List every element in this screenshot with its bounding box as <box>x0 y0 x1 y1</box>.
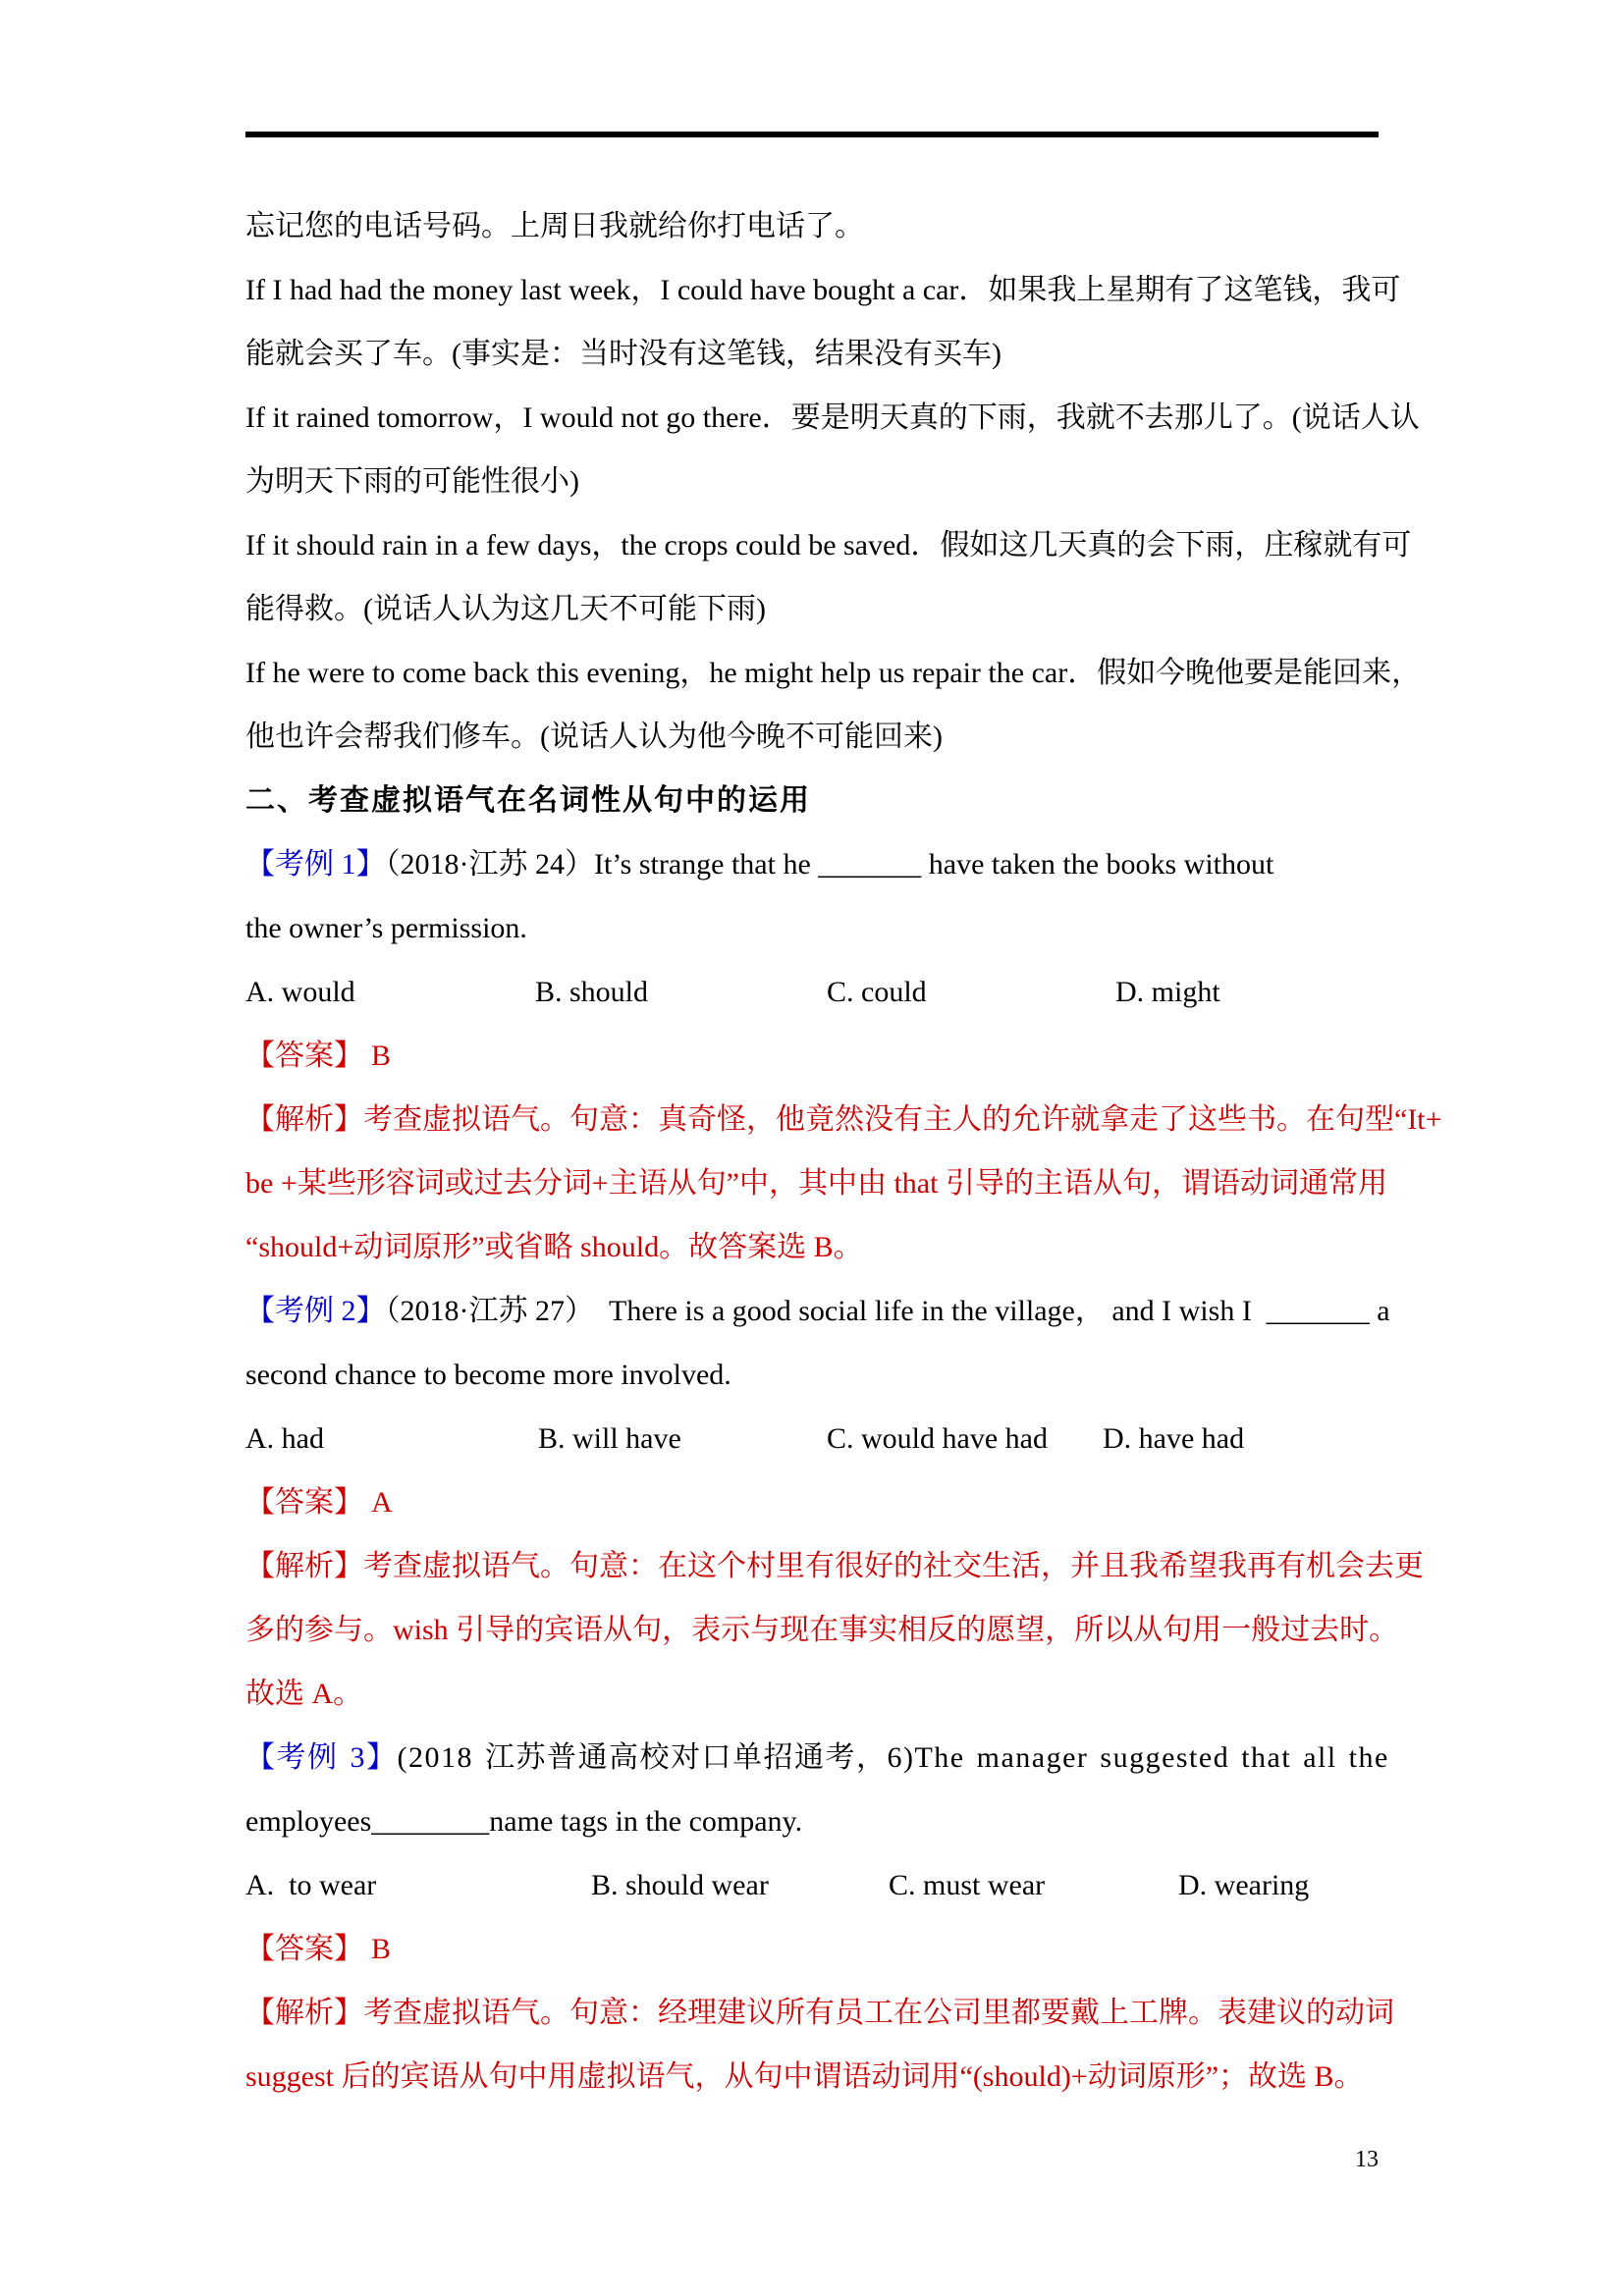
intro-line: 他也许会帮我们修车。(说话人认为他今晚不可能回来) <box>245 721 943 753</box>
example1-question-line1 <box>245 832 1380 896</box>
example2-analysis-line <box>245 1534 1424 1598</box>
example3-analysis-line: suggest 后的宾语从句中用虚拟语气，从句中谓语动词用“(should)+动词原形”；故选 B。 <box>245 2060 1364 2093</box>
intro-line: If I had had the money last week，I could have bought a car．如果我上星期有了这笔钱，我可 <box>245 274 1401 306</box>
option-a: A. would <box>245 976 355 1008</box>
example1-analysis-line <box>245 1088 1442 1151</box>
analysis-text: 考查虚拟语气。句意：经理建议所有员工在公司里都要戴上工牌。表建议的动词 <box>363 1997 1394 2029</box>
analysis-label: 【解析】 <box>245 1103 363 1136</box>
option-d: D. might <box>1115 976 1220 1008</box>
top-rule <box>245 132 1379 137</box>
option-a: A. had <box>245 1422 324 1455</box>
example1-analysis-line: “should+动词原形”或省略 should。故答案选 B。 <box>245 1231 863 1263</box>
option-b: B. will have <box>538 1422 681 1455</box>
example3-answer-line <box>245 1917 1380 1981</box>
answer-value: A <box>371 1486 393 1519</box>
intro-line: 能就会买了车。(事实是：当时没有这笔钱，结果没有买车) <box>245 338 1001 370</box>
intro-line: 能得救。(说话人认为这几天不可能下雨) <box>245 593 766 625</box>
intro-line: 忘记您的电话号码。上周日我就给你打电话了。 <box>245 210 864 242</box>
example2-question-line2: second chance to become more involved. <box>245 1359 731 1391</box>
example2-label: 【考例 2】 <box>245 1295 386 1327</box>
example1-options-row <box>245 960 1380 1024</box>
option-b: B. should <box>535 976 649 1008</box>
example3-question-text: (2018 江苏普通高校对口单招通考，6)The manager suggested that all the <box>397 1741 1389 1774</box>
example3-analysis-line <box>245 1981 1394 2045</box>
intro-line: If it rained tomorrow，I would not go there．要是明天真的下雨，我就不去那儿了。(说话人认 <box>245 401 1420 434</box>
example2-question-line1 <box>245 1279 1390 1343</box>
answer-label: 【答案】 <box>245 1486 363 1519</box>
answer-label: 【答案】 <box>245 1933 363 1965</box>
analysis-label: 【解析】 <box>245 1997 363 2029</box>
option-c: C. must wear <box>889 1869 1046 1901</box>
example2-question-text: （2018·江苏 27） There is a good social life in the village， and I wish I _______ a <box>385 1295 1390 1327</box>
section-heading: 二、考查虚拟语气在名词性从句中的运用 <box>245 784 811 817</box>
option-b: B. should wear <box>591 1869 769 1901</box>
option-d: D. wearing <box>1178 1869 1310 1901</box>
intro-line: If he were to come back this evening，he might help us repair the car．假如今晚他要是能回来， <box>245 657 1422 689</box>
example2-answer-line <box>245 1470 1380 1534</box>
example2-analysis-line: 故选 A。 <box>245 1678 363 1710</box>
option-a: A. to wear <box>245 1869 377 1901</box>
analysis-text: 考查虚拟语气。句意：真奇怪，他竟然没有主人的允许就拿走了这些书。在句型“It+ <box>363 1103 1442 1136</box>
answer-value: B <box>371 1933 392 1965</box>
answer-label: 【答案】 <box>245 1040 363 1072</box>
example3-question-line1 <box>245 1726 1389 1789</box>
document-content <box>245 194 1442 2109</box>
example1-label: 【考例 1】 <box>245 848 386 881</box>
intro-line: 为明天下雨的可能性很小) <box>245 465 579 498</box>
example3-label: 【考例 3】 <box>245 1741 398 1774</box>
example3-question-line2: employees________name tags in the company. <box>245 1805 803 1838</box>
example1-answer-line <box>245 1024 1380 1088</box>
option-c: C. would have had <box>827 1422 1048 1455</box>
example3-options-row <box>245 1853 1380 1917</box>
example1-question-text: （2018·江苏 24）It’s strange that he _______ have taken the books without <box>385 848 1274 881</box>
example1-question-line2: the owner’s permission. <box>245 912 527 944</box>
option-d: D. have had <box>1103 1422 1245 1455</box>
page-number: 13 <box>1355 2147 1379 2172</box>
intro-line: If it should rain in a few days，the crops could be saved．假如这几天真的会下雨，庄稼就有可 <box>245 529 1412 561</box>
example1-analysis-line: be +某些形容词或过去分词+主语从句”中，其中由 that 引导的主语从句，谓语动词通常用 <box>245 1167 1387 1200</box>
example2-analysis-line: 多的参与。wish 引导的宾语从句，表示与现在事实相反的愿望，所以从句用一般过去时。 <box>245 1614 1399 1646</box>
example2-options-row <box>245 1407 1380 1470</box>
analysis-label: 【解析】 <box>245 1550 363 1582</box>
answer-value: B <box>371 1040 392 1072</box>
option-c: C. could <box>827 976 927 1008</box>
analysis-text: 考查虚拟语气。句意：在这个村里有很好的社交生活，并且我希望我再有机会去更 <box>363 1550 1424 1582</box>
